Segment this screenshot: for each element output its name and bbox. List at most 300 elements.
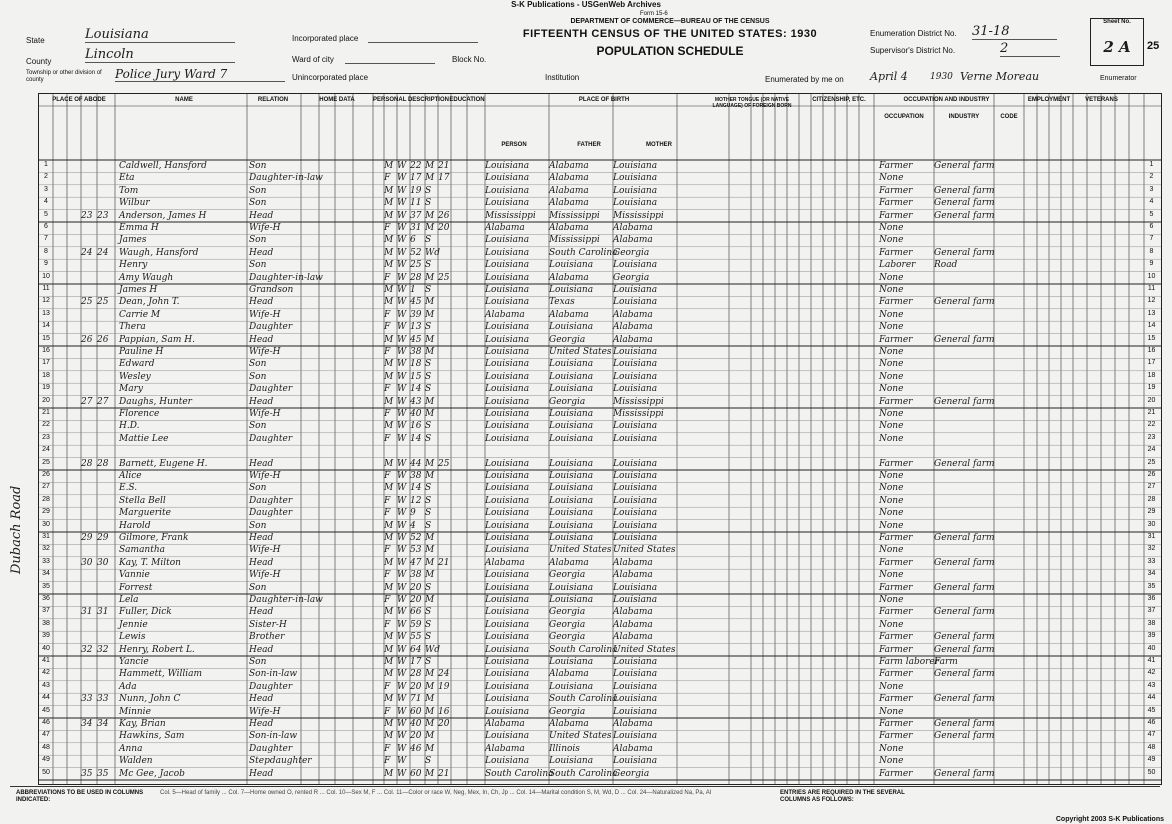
row-cell-name: Lela — [119, 595, 139, 605]
row-cell-sex: F — [384, 433, 391, 444]
row-cell-name: Harold — [119, 520, 151, 531]
row-cell-race: W — [397, 595, 407, 605]
row-cell-rel: Sister-H — [249, 619, 287, 630]
row-cell-n: 29 — [42, 508, 50, 516]
row-cell-name: Anna — [119, 743, 143, 754]
row-cell-rel: Son — [249, 359, 267, 370]
row-cell-line-right: 21 — [1147, 409, 1156, 416]
row-cell-f: Alabama — [549, 719, 589, 729]
row-cell-sex: M — [384, 260, 394, 271]
row-cell-m: Alabama — [613, 309, 653, 320]
row-cell-fam: 23 — [97, 210, 109, 221]
row-cell-race: W — [397, 545, 407, 556]
source-banner: S-K Publications - USGenWeb Archives — [511, 0, 661, 9]
row-cell-race: W — [397, 247, 407, 258]
row-cell-name: Amy Waugh — [119, 272, 174, 283]
ward-line — [345, 63, 435, 64]
row-cell-sex: F — [384, 409, 391, 419]
row-cell-name: Florence — [119, 409, 160, 419]
row-cell-sex: F — [384, 545, 391, 556]
row-cell-name: Thera — [119, 322, 146, 333]
row-cell-f: Alabama — [549, 173, 589, 184]
row-cell-sex: F — [384, 595, 391, 605]
row-cell-b: Louisiana — [485, 161, 530, 171]
incorporated-line — [368, 42, 478, 43]
row-cell-b: Louisiana — [485, 371, 530, 382]
row-cell-race: W — [397, 719, 407, 729]
row-cell-ind: General farm — [934, 185, 995, 196]
row-cell-f: United States — [549, 347, 612, 357]
row-cell-rel: Daughter — [249, 495, 293, 506]
industry-subhead: INDUSTRY — [948, 114, 980, 120]
row-cell-f: Alabama — [549, 185, 589, 196]
row-cell-n: 36 — [42, 595, 50, 602]
row-cell-age: 40 — [410, 719, 422, 729]
row-cell-age: 20 — [410, 595, 422, 605]
row-cell-rel: Wife-H — [249, 347, 281, 357]
row-cell-b: Louisiana — [485, 334, 530, 345]
row-cell-sex: M — [384, 185, 394, 196]
row-cell-line-right: 26 — [1147, 471, 1156, 478]
group-header-tongue: MOTHER TONGUE (OR NATIVE LANGUAGE) OF FOREIGN BORN — [712, 97, 792, 109]
row-cell-race: W — [397, 272, 407, 283]
row-cell-rel: Wife-H — [249, 545, 281, 556]
row-cell-b: Louisiana — [485, 508, 530, 519]
row-cell-occ: None — [879, 421, 904, 432]
row-cell-ms: M — [425, 595, 435, 605]
row-cell-dw: 29 — [81, 533, 93, 543]
row-cell-line-right: 14 — [1147, 322, 1156, 330]
row-cell-m: Louisiana — [613, 508, 658, 519]
row-cell-f: Alabama — [549, 309, 589, 320]
row-cell-f: Illinois — [549, 743, 580, 754]
row-cell-rel: Daughter — [249, 384, 293, 395]
row-cell-f: Louisiana — [549, 520, 594, 531]
row-cell-occ: None — [879, 545, 904, 556]
census-grid — [9, 93, 1162, 785]
row-cell-f: Mississippi — [549, 210, 600, 221]
row-cell-race: W — [397, 161, 407, 171]
row-cell-ms: S — [425, 260, 432, 271]
row-cell-age: 17 — [410, 657, 422, 667]
row-cell-ms: S — [425, 421, 432, 432]
sheet-box — [1090, 18, 1144, 66]
row-cell-rel: Head — [249, 297, 274, 308]
row-cell-n: 28 — [42, 495, 50, 503]
row-cell-f: Alabama — [549, 557, 589, 568]
row-cell-rel: Son — [249, 185, 267, 196]
row-cell-age: 4 — [410, 520, 416, 531]
row-cell-f: Texas — [549, 297, 575, 308]
row-cell-line-right: 31 — [1147, 533, 1156, 540]
row-cell-line-right: 30 — [1147, 520, 1156, 528]
supervisor-value: 2 — [1000, 41, 1060, 57]
group-header-citizenship: CITIZENSHIP, ETC. — [812, 97, 866, 103]
row-cell-occ: Farmer — [879, 247, 913, 258]
row-cell-b: Louisiana — [485, 260, 530, 271]
row-cell-rel: Daughter-in-law — [249, 173, 323, 184]
row-cell-race: W — [397, 309, 407, 320]
row-cell-race: W — [397, 471, 407, 481]
row-cell-name: Nunn, John C — [119, 694, 181, 705]
row-cell-f: South Carolina — [549, 644, 618, 655]
row-cell-line-right: 38 — [1147, 619, 1156, 627]
row-cell-age: 13 — [410, 322, 422, 333]
row-cell-am: 21 — [438, 161, 450, 171]
row-cell-f: United States — [549, 545, 612, 556]
row-cell-line-right: 48 — [1147, 743, 1156, 751]
row-cell-age: 14 — [410, 433, 422, 444]
row-cell-am: 21 — [438, 557, 450, 568]
row-cell-f: Louisiana — [549, 595, 594, 605]
row-cell-m: Alabama — [613, 719, 653, 729]
row-cell-age: 40 — [410, 409, 422, 419]
row-cell-occ: Farmer — [879, 607, 913, 618]
row-cell-n: 32 — [42, 545, 50, 553]
row-cell-dw: 34 — [81, 719, 93, 729]
row-cell-dw: 28 — [81, 458, 93, 469]
row-cell-n: 17 — [42, 359, 50, 367]
row-cell-age: 53 — [410, 545, 422, 556]
row-cell-dw: 26 — [81, 334, 93, 345]
row-cell-f: Louisiana — [549, 582, 594, 593]
row-cell-occ: None — [879, 433, 904, 444]
row-cell-ms: S — [425, 756, 432, 767]
row-cell-rel: Son — [249, 520, 267, 531]
row-cell-rel: Son — [249, 582, 267, 593]
row-cell-line-right: 11 — [1147, 285, 1156, 292]
row-cell-name: Carrie M — [119, 309, 161, 320]
row-cell-n: 25 — [42, 458, 50, 466]
row-cell-am: 17 — [438, 173, 450, 184]
row-cell-line-right: 35 — [1147, 582, 1156, 590]
birth-subhead-person: PERSON — [501, 142, 527, 148]
row-cell-ind: General farm — [934, 607, 995, 618]
row-cell-b: Louisiana — [485, 619, 530, 630]
row-cell-am: 16 — [438, 706, 450, 717]
row-cell-fam: 32 — [97, 644, 109, 655]
row-cell-occ: Farmer — [879, 297, 913, 308]
row-cell-name: Ada — [119, 681, 137, 692]
row-cell-fam: 26 — [97, 334, 109, 345]
row-cell-f: South Carolina — [549, 768, 618, 779]
row-cell-n: 50 — [42, 768, 50, 776]
row-cell-fam: 35 — [97, 768, 109, 779]
row-cell-race: W — [397, 458, 407, 469]
row-cell-age: 64 — [410, 644, 422, 655]
row-cell-name: Pappian, Sam H. — [119, 334, 195, 345]
row-cell-name: Minnie — [119, 706, 151, 717]
row-cell-age: 1 — [410, 285, 416, 295]
row-cell-line-right: 28 — [1147, 495, 1156, 503]
row-cell-age: 19 — [410, 185, 422, 196]
row-cell-f: Louisiana — [549, 508, 594, 519]
row-cell-n: 10 — [42, 272, 50, 280]
row-cell-race: W — [397, 731, 407, 742]
row-cell-line-right: 39 — [1147, 632, 1156, 640]
row-cell-m: Mississippi — [613, 210, 664, 221]
entries-note: ENTRIES ARE REQUIRED IN THE SEVERAL COLUMNS AS FOLLOWS: — [780, 790, 905, 803]
row-cell-name: Samantha — [119, 545, 166, 556]
row-cell-n: 8 — [44, 247, 48, 255]
row-cell-b: Louisiana — [485, 632, 530, 643]
row-cell-b: Louisiana — [485, 322, 530, 333]
row-cell-sex: M — [384, 359, 394, 370]
row-cell-ind: General farm — [934, 247, 995, 258]
row-cell-f: Georgia — [549, 396, 586, 407]
row-cell-age: 37 — [410, 210, 422, 221]
row-cell-sex: M — [384, 533, 394, 543]
row-cell-rel: Head — [249, 557, 274, 568]
row-cell-ms: Wd — [425, 247, 441, 258]
row-cell-am: 26 — [438, 210, 450, 221]
row-cell-race: W — [397, 384, 407, 395]
row-cell-f: Louisiana — [549, 458, 594, 469]
row-cell-ms: M — [425, 669, 435, 680]
row-cell-age: 47 — [410, 557, 422, 568]
row-cell-ms: M — [425, 347, 435, 357]
row-cell-ms: S — [425, 322, 432, 333]
row-cell-f: Alabama — [549, 161, 589, 171]
row-cell-ind: General farm — [934, 557, 995, 568]
row-cell-age: 60 — [410, 768, 422, 779]
row-cell-b: Louisiana — [485, 545, 530, 556]
row-cell-m: Louisiana — [613, 384, 658, 395]
row-cell-f: Louisiana — [549, 756, 594, 767]
row-cell-f: Louisiana — [549, 359, 594, 370]
row-cell-occ: None — [879, 409, 904, 419]
row-cell-n: 9 — [44, 260, 48, 268]
row-cell-sex: M — [384, 582, 394, 593]
row-cell-sex: F — [384, 471, 391, 481]
row-cell-line-right: 44 — [1147, 694, 1156, 702]
row-cell-name: Fuller, Dick — [119, 607, 172, 618]
row-cell-b: Louisiana — [485, 235, 530, 246]
row-cell-b: Alabama — [485, 309, 525, 320]
row-cell-m: United States — [613, 644, 676, 655]
row-cell-n: 39 — [42, 632, 50, 640]
row-cell-name: Hammett, William — [119, 669, 203, 680]
row-cell-sex: M — [384, 198, 394, 209]
row-cell-name: Mc Gee, Jacob — [119, 768, 185, 779]
row-cell-occ: None — [879, 619, 904, 630]
row-cell-sex: M — [384, 657, 394, 667]
row-cell-ms: M — [425, 570, 435, 581]
row-cell-m: Alabama — [613, 334, 653, 345]
row-cell-rel: Wife-H — [249, 570, 281, 581]
row-cell-age: 18 — [410, 359, 422, 370]
row-cell-ms: M — [425, 297, 435, 308]
row-cell-b: Louisiana — [485, 409, 530, 419]
row-cell-f: Alabama — [549, 669, 589, 680]
row-cell-occ: None — [879, 681, 904, 692]
row-cell-n: 45 — [42, 706, 50, 714]
row-cell-line-right: 50 — [1147, 768, 1156, 776]
row-cell-m: Louisiana — [613, 756, 658, 767]
row-cell-sex: M — [384, 768, 394, 779]
row-cell-rel: Head — [249, 396, 274, 407]
row-cell-ms: M — [425, 458, 435, 469]
row-cell-sex: M — [384, 285, 394, 295]
row-cell-m: Louisiana — [613, 520, 658, 531]
row-cell-sex: F — [384, 384, 391, 395]
row-cell-ms: M — [425, 173, 435, 184]
row-cell-line-right: 13 — [1147, 309, 1156, 317]
row-cell-b: Louisiana — [485, 644, 530, 655]
row-cell-dw: 30 — [81, 557, 93, 568]
row-cell-m: Louisiana — [613, 297, 658, 308]
row-cell-m: Louisiana — [613, 495, 658, 506]
group-header-veterans: VETERANS — [1085, 97, 1118, 103]
row-cell-name: Waugh, Hansford — [119, 247, 199, 258]
row-cell-n: 20 — [42, 396, 50, 404]
row-cell-sex: F — [384, 619, 391, 630]
row-cell-occ: Farmer — [879, 731, 913, 742]
row-cell-m: Alabama — [613, 570, 653, 581]
row-cell-m: Alabama — [613, 607, 653, 618]
row-cell-race: W — [397, 421, 407, 432]
row-cell-rel: Son — [249, 260, 267, 271]
row-cell-occ: Farmer — [879, 694, 913, 705]
enumerated-date: April 4 — [870, 70, 908, 83]
row-cell-line-right: 43 — [1147, 681, 1156, 689]
row-cell-b: Louisiana — [485, 731, 530, 742]
row-cell-sex: M — [384, 297, 394, 308]
row-cell-race: W — [397, 681, 407, 692]
row-cell-sex: F — [384, 756, 391, 767]
row-cell-name: James — [119, 235, 147, 246]
group-header-employment: EMPLOYMENT — [1027, 97, 1071, 103]
row-cell-fam: 33 — [97, 694, 109, 705]
row-cell-race: W — [397, 185, 407, 196]
row-cell-sex: M — [384, 557, 394, 568]
row-cell-m: Louisiana — [613, 706, 658, 717]
row-cell-name: Daughs, Hunter — [119, 396, 192, 407]
row-cell-rel: Daughter — [249, 681, 293, 692]
row-cell-n: 23 — [42, 433, 50, 441]
enum-district-value: 31-18 — [972, 24, 1057, 40]
row-cell-n: 44 — [42, 694, 50, 702]
row-cell-n: 43 — [42, 681, 50, 689]
row-cell-age: 20 — [410, 582, 422, 593]
row-cell-f: Louisiana — [549, 657, 594, 667]
row-cell-fam: 29 — [97, 533, 109, 543]
row-cell-m: Louisiana — [613, 731, 658, 742]
row-cell-n: 21 — [42, 409, 50, 416]
row-cell-n: 42 — [42, 669, 50, 677]
row-cell-occ: None — [879, 384, 904, 395]
enumerated-label: Enumerated by me on — [765, 75, 844, 84]
row-cell-n: 33 — [42, 557, 50, 565]
row-cell-ind: General farm — [934, 297, 995, 308]
county-label: County — [26, 57, 52, 66]
row-cell-name: Henry — [119, 260, 148, 271]
row-cell-sex: F — [384, 309, 391, 320]
row-cell-fam: 34 — [97, 719, 109, 729]
row-cell-race: W — [397, 334, 407, 345]
row-cell-n: 46 — [42, 719, 50, 726]
group-header-birth: PLACE OF BIRTH — [578, 97, 630, 103]
row-cell-f: United States — [549, 731, 612, 742]
row-cell-rel: Head — [249, 694, 274, 705]
row-cell-line-right: 42 — [1147, 669, 1156, 677]
row-cell-ms: S — [425, 619, 432, 630]
page-stamp: 25 — [1147, 40, 1160, 52]
occupation-subhead: OCCUPATION — [884, 114, 924, 120]
row-cell-line-right: 37 — [1147, 607, 1156, 615]
row-cell-m: Louisiana — [613, 582, 658, 593]
row-cell-occ: None — [879, 285, 904, 295]
row-cell-line-right: 3 — [1149, 185, 1154, 193]
row-cell-ms: S — [425, 359, 432, 370]
row-cell-ind: General farm — [934, 669, 995, 680]
row-cell-n: 35 — [42, 582, 50, 590]
row-cell-name: Vannie — [119, 570, 150, 581]
row-cell-n: 48 — [42, 743, 50, 751]
row-cell-n: 5 — [44, 210, 48, 218]
row-cell-sex: M — [384, 334, 394, 345]
row-cell-name: Eta — [119, 173, 135, 184]
row-cell-fam: 28 — [97, 458, 109, 469]
row-cell-line-right: 15 — [1147, 334, 1156, 342]
row-cell-dw: 25 — [81, 297, 93, 308]
township-value: Police Jury Ward 7 — [115, 67, 285, 82]
row-cell-age: 55 — [410, 632, 422, 643]
row-cell-m: Mississippi — [613, 396, 664, 407]
ward-label: Ward of city — [292, 55, 334, 64]
row-cell-line-right: 32 — [1147, 545, 1156, 553]
row-cell-ind: General farm — [934, 198, 995, 209]
schedule-title: POPULATION SCHEDULE — [596, 44, 744, 58]
row-cell-ms: M — [425, 557, 435, 568]
row-cell-b: Louisiana — [485, 520, 530, 531]
row-cell-occ: None — [879, 173, 904, 184]
row-cell-occ: None — [879, 595, 904, 605]
row-cell-b: Mississippi — [485, 210, 536, 221]
row-cell-sex: F — [384, 570, 391, 581]
row-cell-name: Caldwell, Hansford — [119, 161, 207, 171]
row-cell-n: 27 — [42, 483, 50, 491]
row-cell-occ: None — [879, 347, 904, 357]
row-cell-race: W — [397, 285, 407, 295]
row-cell-age: 43 — [410, 396, 422, 407]
row-cell-n: 16 — [42, 347, 50, 354]
row-cell-occ: None — [879, 570, 904, 581]
row-cell-rel: Daughter — [249, 743, 293, 754]
row-cell-m: Louisiana — [613, 458, 658, 469]
row-cell-f: Georgia — [549, 334, 586, 345]
row-cell-occ: None — [879, 235, 904, 246]
row-cell-name: Anderson, James H — [119, 210, 207, 221]
row-cell-sex: M — [384, 371, 394, 382]
row-cell-m: Louisiana — [613, 694, 658, 705]
row-cell-race: W — [397, 669, 407, 680]
row-cell-race: W — [397, 495, 407, 506]
row-cell-race: W — [397, 347, 407, 357]
row-cell-am: 24 — [438, 669, 450, 680]
row-cell-ms: M — [425, 694, 435, 705]
row-cell-rel: Head — [249, 644, 274, 655]
row-cell-age: 28 — [410, 272, 422, 283]
row-cell-rel: Daughter — [249, 433, 293, 444]
row-cell-race: W — [397, 632, 407, 643]
row-cell-m: Georgia — [613, 272, 650, 283]
row-cell-n: 37 — [42, 607, 50, 615]
row-cell-b: Louisiana — [485, 421, 530, 432]
row-cell-rel: Head — [249, 768, 274, 779]
group-header-education: EDUCATION — [449, 97, 485, 103]
row-cell-n: 7 — [44, 235, 48, 243]
